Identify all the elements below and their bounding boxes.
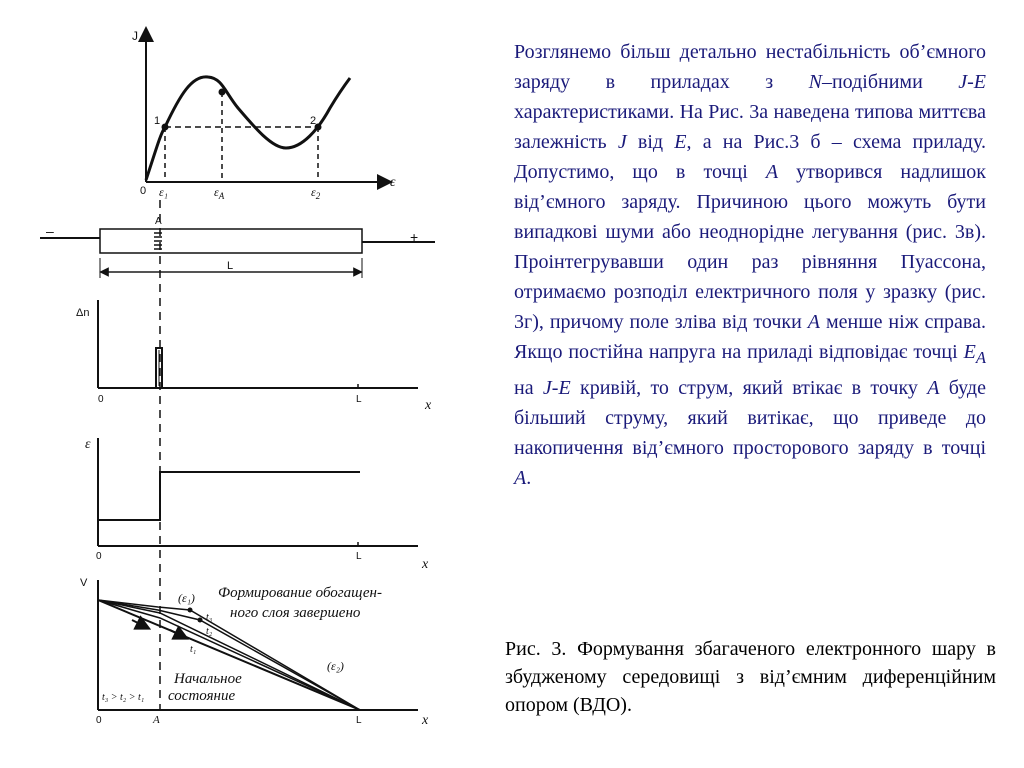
tick-e1: ε₁ <box>159 185 168 199</box>
panel-c-delta-n <box>76 300 432 413</box>
length-label: L <box>227 260 234 272</box>
figure-3 <box>40 20 440 740</box>
body-paragraph <box>514 37 986 493</box>
origin-d: 0 <box>96 551 102 562</box>
label-e2: (ε₂) <box>327 659 344 673</box>
axis-label-field: ε <box>85 437 91 452</box>
l-label-c: L <box>356 394 362 405</box>
note-formation-line2: ного слоя завершено <box>230 605 361 621</box>
origin-e: 0 <box>96 715 102 726</box>
point-a-label: A <box>155 216 162 227</box>
note-formation-line1: Формирование обогащен- <box>218 585 382 601</box>
tick-e2: $\varepsilon_2$ <box>311 185 321 201</box>
caption-text: Рис. 3. Формування збагаченого електронного шару в збудженому середовищі з від’ємним диференційним опором (ВДО). <box>505 638 996 716</box>
panel-e-potential <box>80 577 429 728</box>
label-time-order: t₃ > t₂ > t₁ <box>102 692 145 703</box>
label-t1: t₁ <box>190 644 197 655</box>
axis-label-v: V <box>80 577 88 589</box>
paragraph-text: Розглянемо більш детально нестабільність об’ємного заряду в приладах з N–подібними J-E характеристиками. На Рис. 3а наведена типова миттєва залежність J від E, а на Рис.3 б – схема приладу. Допустимо, що в точці A утворився надлишок від’ємного заряду. Причиною цього можуть бути випадкові шуми або неоднорідне легування (рис. 3в). Проінтегрувавши один раз рівняння Пуассона, отримаємо розподіл електричного поля у зразку (рис. 3г), причому поле зліва від точки A менше ніж справа. Якщо постійна напруга на приладі відповідає точці $E_A$ на J-E кривій, то струм, який втікає в точку A буде більший струму, який витікає, що приведе до накопичення від’ємного просторового заряду в точці A. <box>514 41 987 489</box>
panel-b-device <box>40 216 435 278</box>
tick-ea: $\varepsilon_A$ <box>214 185 225 201</box>
x-label-c: x <box>425 398 432 413</box>
axis-label-j: J <box>132 29 138 43</box>
a-label-e: A <box>153 714 160 726</box>
origin-c: 0 <box>98 394 104 405</box>
x-label-d: x <box>422 557 429 572</box>
origin-a: 0 <box>140 185 147 197</box>
note-initial-line2: состояние <box>168 688 236 704</box>
point-1-label: 1 <box>154 115 161 127</box>
label-e1: (ε₁) <box>178 591 195 605</box>
panel-a-jE-curve <box>132 29 396 201</box>
panel-d-field <box>85 437 429 572</box>
plus-terminal: + <box>410 229 419 245</box>
x-label-e: x <box>422 713 429 728</box>
l-label-d: L <box>356 551 362 562</box>
axis-label-dn: Δn <box>76 307 90 319</box>
minus-terminal: – <box>46 223 54 239</box>
point-2-label: 2 <box>310 115 317 127</box>
note-initial-line1: Начальное <box>174 671 242 687</box>
figure-3-drawing <box>40 20 440 740</box>
label-t3: t₃ <box>206 612 213 623</box>
l-label-e: L <box>356 715 362 726</box>
figure-caption <box>505 635 996 719</box>
label-t2: t₂ <box>206 626 213 637</box>
axis-label-e: ε <box>390 175 396 190</box>
